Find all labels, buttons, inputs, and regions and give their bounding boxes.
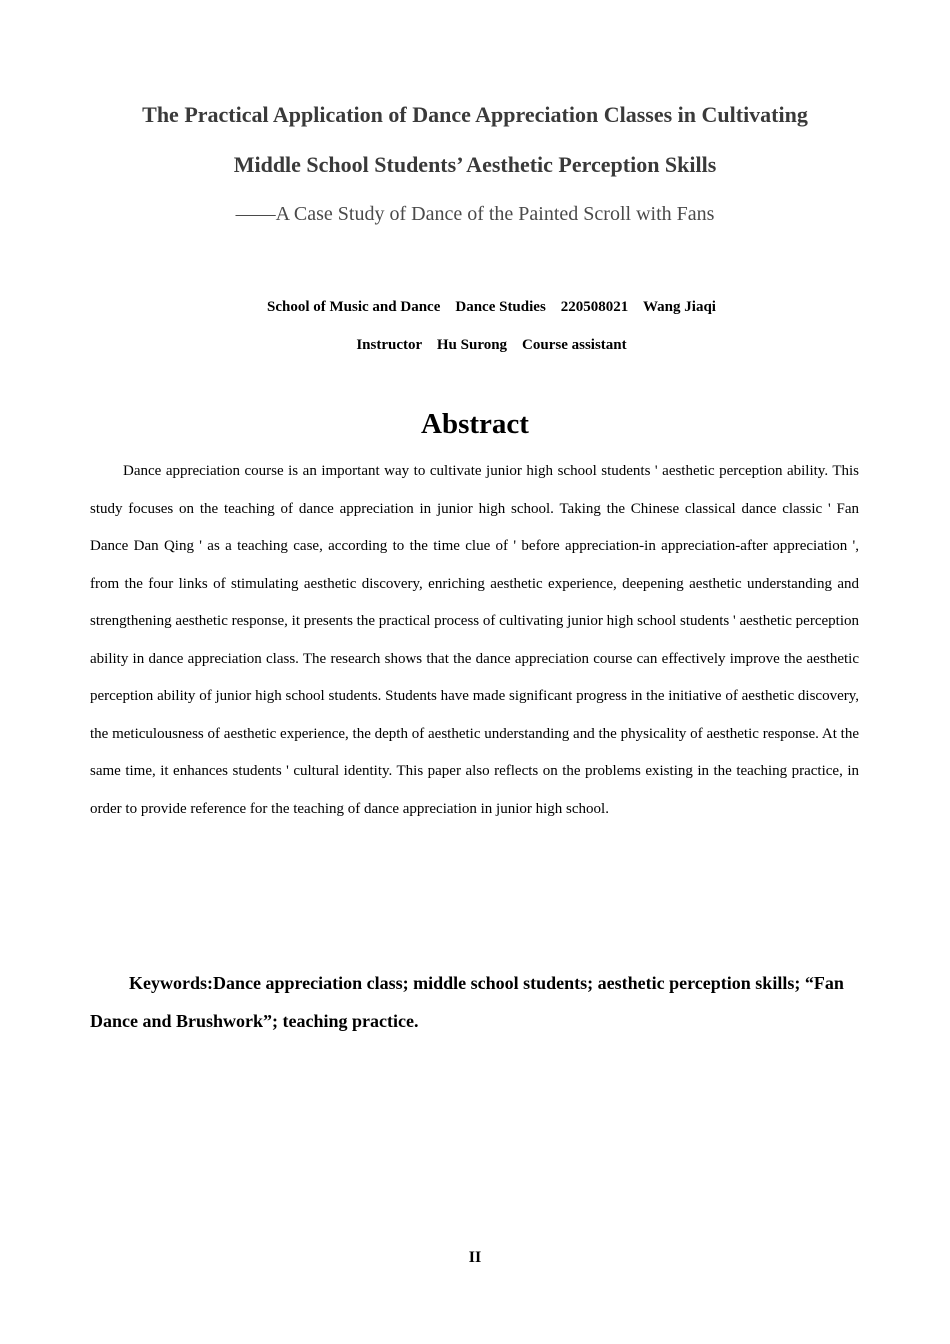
abstract-heading: Abstract xyxy=(421,408,529,440)
paper-title-line-1: The Practical Application of Dance Appreciation Classes in Cultivating xyxy=(142,102,808,127)
page-number: II xyxy=(468,1249,482,1266)
paper-subtitle: ——A Case Study of Dance of the Painted Scroll with Fans xyxy=(235,203,715,225)
keywords: Keywords:Dance appreciation class; middle school students; aesthetic perception skills; “Fan Dance and Brushwork”; teaching practice. xyxy=(90,973,844,1031)
author-info: School of Music and Dance Dance Studies 220508021 Wang Jiaqi xyxy=(267,299,716,315)
abstract-body: Dance appreciation course is an important way to cultivate junior high school students ' aesthetic perception ability. This study focuses on the teaching of dance appreciation in junior high school. Taking the Chinese classical dance classic ' Fan Dance Dan Qing ' as a teaching case, according to the time clue of ' before appreciation-in appreciation-after appreciation ', from the four links of stimulating aesthetic discovery, enriching aesthetic experience, deepening aesthetic understanding and strengthening aesthetic response, it presents the practical process of cultivating junior high school students ' aesthetic perception ability in dance appreciation class. The research shows that the dance appreciation course can effectively improve the aesthetic perception ability of junior high school students. Students have made significant progress in the initiative of aesthetic discovery, the meticulousness of aesthetic experience, the depth of aesthetic understanding and the physicality of aesthetic response. At the same time, it enhances students ' cultural identity. This paper also reflects on the problems existing in the teaching practice, in order to provide reference for the teaching of dance appreciation in junior high school. xyxy=(90,463,859,817)
instructor-info: Instructor Hu Surong Course assistant xyxy=(356,337,627,353)
paper-title-line-2: Middle School Students’ Aesthetic Perception Skills xyxy=(233,152,717,177)
